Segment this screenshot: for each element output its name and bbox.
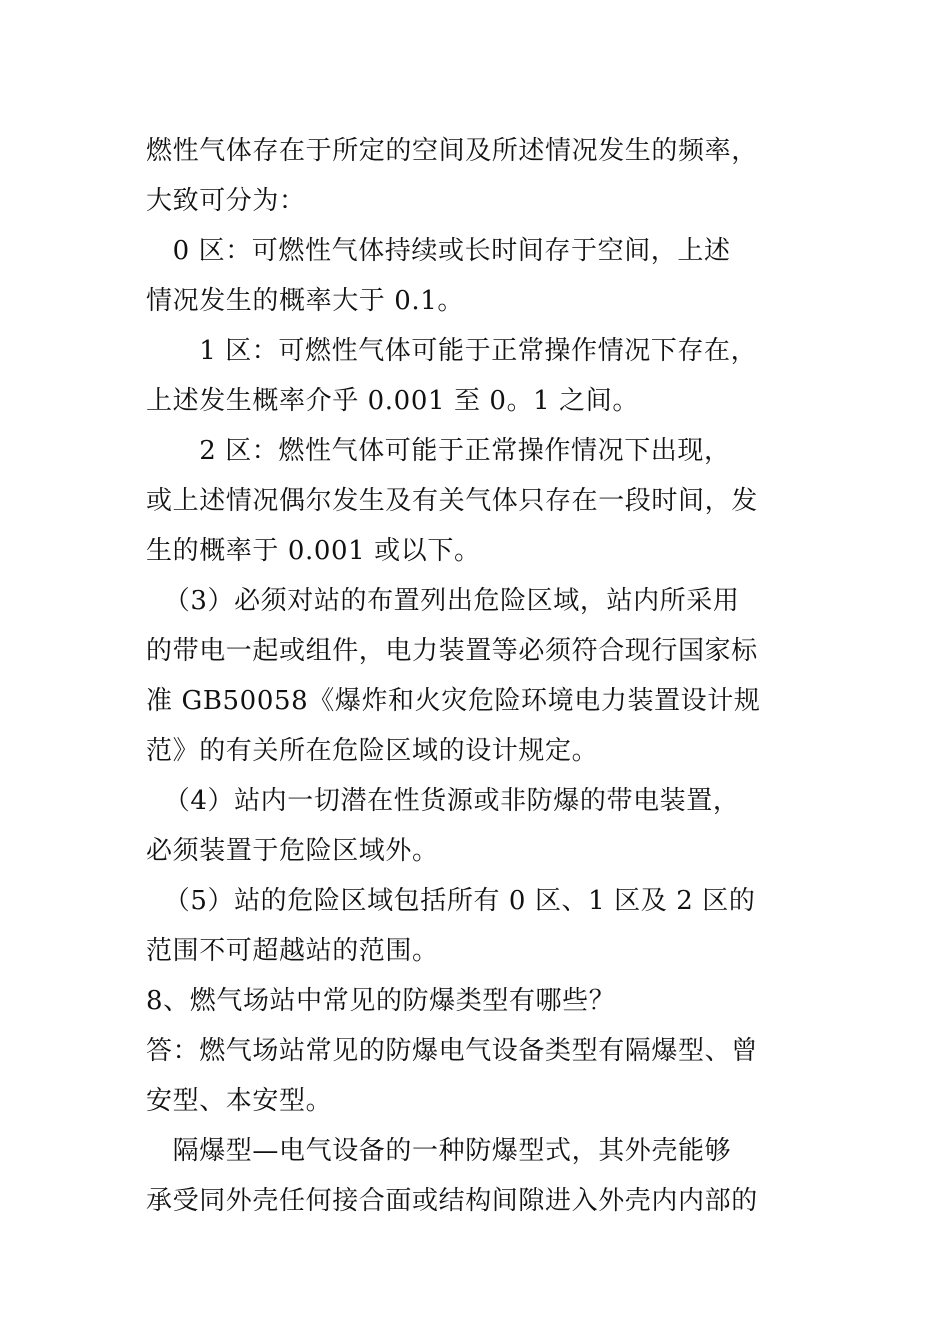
text-line: 必须装置于危险区域外。 bbox=[146, 836, 439, 866]
text-line: 2 区：燃性气体可能于正常操作情况下出现， bbox=[146, 436, 731, 466]
text-line: （4）站内一切潜在性货源或非防爆的带电装置， bbox=[146, 786, 740, 816]
text-line: 范围不可超越站的范围。 bbox=[146, 936, 439, 966]
text-line: 0 区：可燃性气体持续或长时间存于空间，上述 bbox=[146, 236, 731, 266]
text-line: 隔爆型—电气设备的一种防爆型式，其外壳能够 bbox=[146, 1136, 732, 1166]
text-line: 承受同外壳任何接合面或结构间隙进入外壳内内部的 bbox=[146, 1186, 758, 1216]
text-line: 情况发生的概率大于 0.1。 bbox=[146, 286, 465, 316]
text-line: 答：燃气场站常见的防爆电气设备类型有隔爆型、曾 bbox=[146, 1036, 758, 1066]
text-line: 8、燃气场站中常见的防爆类型有哪些？ bbox=[146, 986, 616, 1016]
text-line: 上述发生概率介乎 0.001 至 0。1 之间。 bbox=[146, 386, 639, 416]
text-line: 1 区：可燃性气体可能于正常操作情况下存在， bbox=[146, 336, 758, 366]
text-line: （3）必须对站的布置列出危险区域，站内所采用 bbox=[146, 586, 740, 616]
text-line: 安型、本安型。 bbox=[146, 1086, 333, 1116]
text-line: （5）站的危险区域包括所有 0 区、1 区及 2 区的 bbox=[146, 886, 756, 916]
text-line: 大致可分为： bbox=[146, 186, 306, 216]
text-line: 的带电一起或组件，电力装置等必须符合现行国家标 bbox=[146, 636, 758, 666]
text-line: 准 GB50058《爆炸和火灾危险环境电力装置设计规 bbox=[146, 686, 761, 716]
text-line: 生的概率于 0.001 或以下。 bbox=[146, 536, 481, 566]
text-line: 或上述情况偶尔发生及有关气体只存在一段时间，发 bbox=[146, 486, 758, 516]
text-line: 燃性气体存在于所定的空间及所述情况发生的频率， bbox=[146, 136, 758, 166]
text-line: 范》的有关所在危险区域的设计规定。 bbox=[146, 736, 599, 766]
